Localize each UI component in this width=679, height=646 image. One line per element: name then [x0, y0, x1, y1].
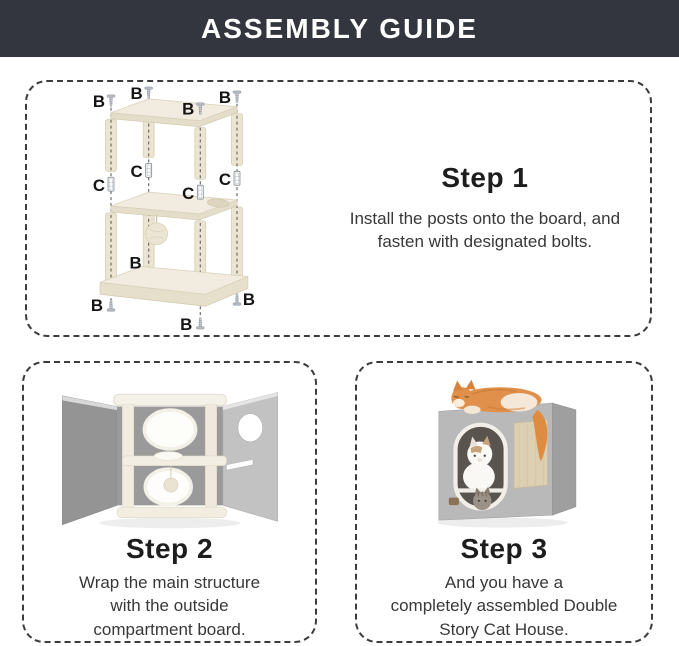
step1-text-area — [320, 82, 650, 335]
bolt-label-b: B — [182, 99, 195, 119]
step2-title: Step 2 — [125, 532, 214, 564]
assembled-cat-house-illustration — [388, 373, 620, 532]
left-compartment-panel — [62, 396, 117, 525]
screw-icon — [197, 318, 205, 329]
panel-porthole — [237, 414, 262, 442]
step1-illustration-area — [27, 82, 320, 335]
pin-bolt-icon — [234, 171, 240, 185]
cat-tree-exploded-diagram — [81, 82, 265, 335]
step3-title: Step 3 — [460, 532, 548, 564]
step2-description — [79, 571, 260, 641]
bolt-label-c: C — [219, 170, 232, 190]
bolt-label-c: C — [93, 176, 106, 196]
upper-oval-opening — [144, 410, 195, 449]
step1-description — [350, 207, 620, 254]
step-description-line: And you have a — [444, 572, 564, 592]
step2-panel — [22, 361, 317, 643]
shelf-notch — [154, 452, 182, 461]
step-description-line: fasten with designated bolts. — [377, 232, 593, 252]
step1-title: Step 1 — [441, 162, 529, 194]
bolt-label-b: B — [93, 91, 106, 111]
screw-icon — [107, 95, 115, 106]
screw-icon — [107, 300, 115, 311]
screw-icon — [145, 87, 153, 98]
bolt-label-b: B — [91, 296, 104, 316]
page-title: ASSEMBLY GUIDE — [201, 12, 478, 44]
main-structure — [113, 394, 226, 518]
hanging-ball — [163, 478, 177, 492]
step1-panel — [25, 80, 652, 337]
house-side-face — [552, 403, 575, 515]
header-bar — [0, 0, 679, 57]
structure-bottom-board — [117, 507, 226, 518]
cat-house-body — [439, 403, 576, 520]
bolt-label-b: B — [180, 315, 193, 335]
step-description-line: completely assembled Double — [390, 596, 618, 616]
middle-board — [111, 192, 237, 220]
step-description-line: Install the posts onto the board, and — [349, 208, 621, 228]
bolt-label-b: B — [130, 83, 144, 103]
step3-panel — [355, 361, 653, 643]
bolt-label-c: C — [182, 184, 195, 204]
pin-bolt-icon — [146, 163, 152, 177]
pin-bolt-icon — [198, 185, 204, 199]
screw-icon — [233, 294, 241, 305]
screw-icon — [233, 91, 241, 102]
bolt-label-b: B — [219, 87, 232, 107]
structure-top-board — [113, 394, 226, 405]
floor-shadow — [99, 518, 240, 529]
open-compartment-illustration — [45, 373, 295, 532]
step3-description — [391, 571, 618, 641]
right-compartment-panel — [222, 392, 277, 521]
bolt-label-c: C — [130, 162, 144, 182]
bolt-label-b: B — [129, 253, 143, 273]
brand-tag — [449, 498, 459, 506]
pin-bolt-icon — [108, 177, 114, 191]
bolt-label-b: B — [243, 290, 256, 310]
step-description-line: with the outside — [110, 596, 229, 616]
step-description-line: Wrap the main structure — [78, 572, 261, 592]
bottom-board — [100, 267, 248, 307]
step-description-line: compartment board. — [93, 619, 246, 639]
step-description-line: Story Cat House. — [439, 619, 569, 639]
